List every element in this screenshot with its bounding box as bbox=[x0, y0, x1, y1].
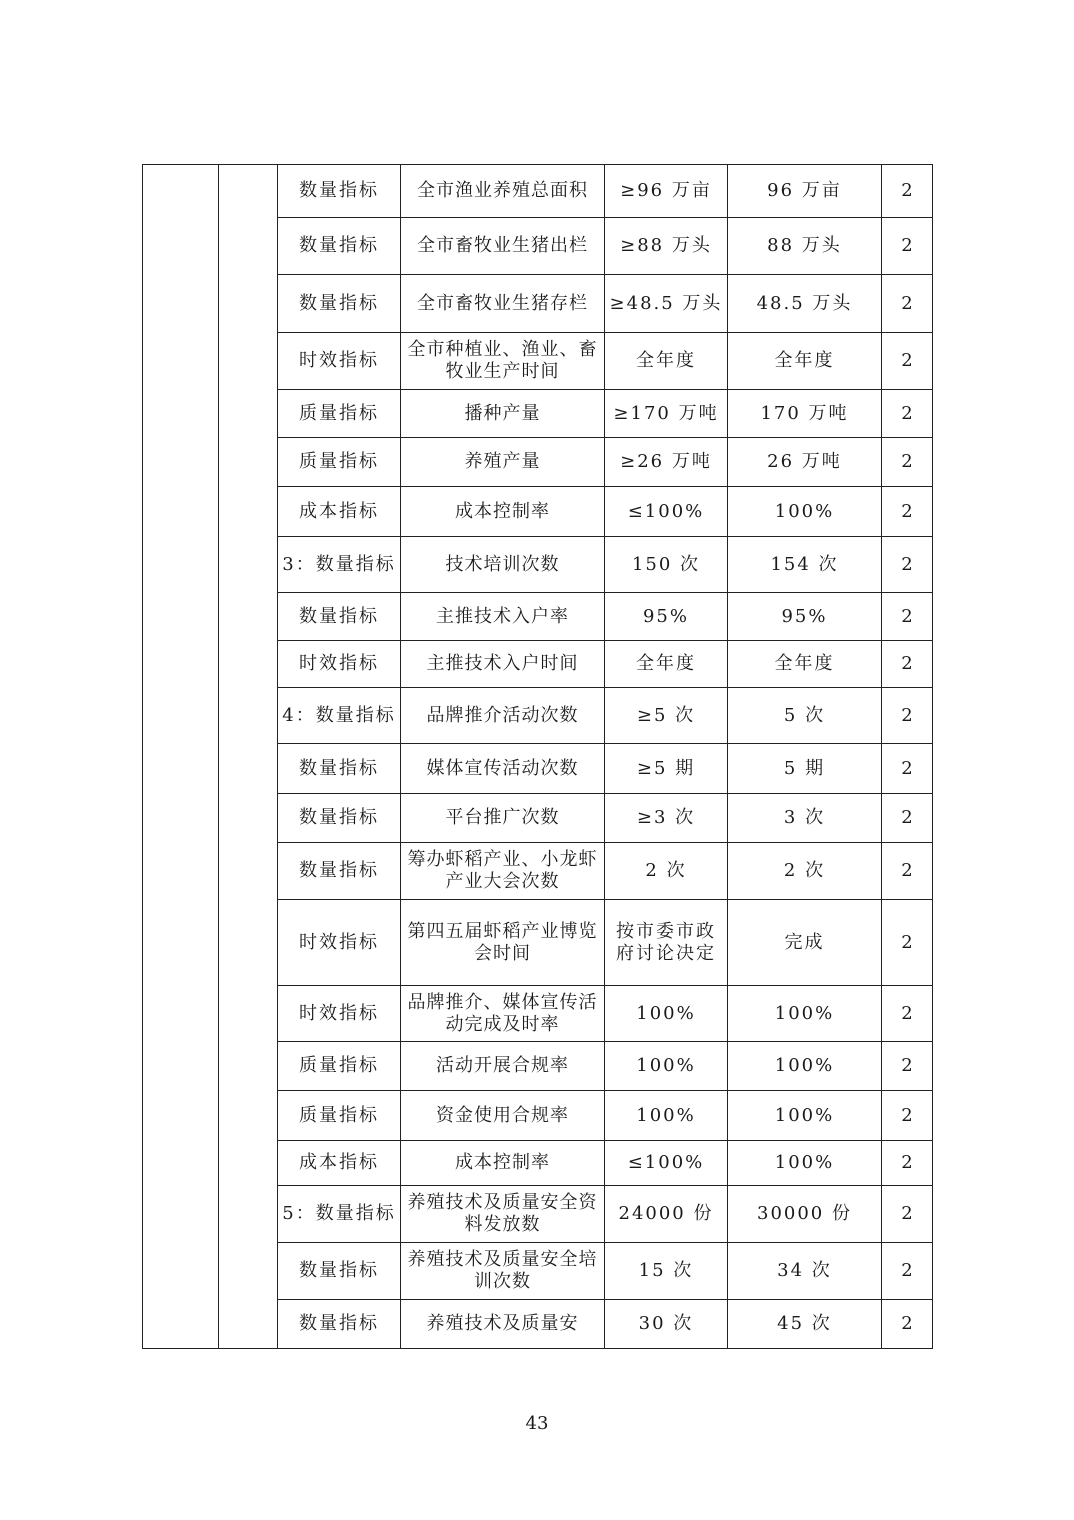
item-cell: 资金使用合规率 bbox=[401, 1091, 605, 1141]
item-cell: 养殖产量 bbox=[401, 438, 605, 487]
category-cell-level1 bbox=[143, 165, 219, 1349]
page-number: 43 bbox=[525, 1413, 549, 1434]
item-cell: 养殖技术及质量安全培训次数 bbox=[401, 1243, 605, 1300]
score-cell: 2 bbox=[882, 744, 933, 794]
indicator-cell: 质量指标 bbox=[278, 1042, 401, 1091]
target-value-cell: 150 次 bbox=[605, 537, 728, 593]
actual-value-cell: 154 次 bbox=[728, 537, 882, 593]
indicator-cell: 数量指标 bbox=[278, 744, 401, 794]
target-value-cell: 全年度 bbox=[605, 641, 728, 688]
target-value-cell: 100% bbox=[605, 986, 728, 1042]
score-cell: 2 bbox=[882, 1300, 933, 1349]
target-value-cell: 95% bbox=[605, 593, 728, 641]
actual-value-cell: 2 次 bbox=[728, 843, 882, 900]
indicator-cell: 数量指标 bbox=[278, 275, 401, 333]
actual-value-cell: 170 万吨 bbox=[728, 390, 882, 438]
score-cell: 2 bbox=[882, 390, 933, 438]
category-cell-level2 bbox=[219, 165, 278, 1349]
target-value-cell: ≥170 万吨 bbox=[605, 390, 728, 438]
item-cell: 媒体宣传活动次数 bbox=[401, 744, 605, 794]
actual-value-cell: 88 万头 bbox=[728, 218, 882, 275]
target-value-cell: ≥5 次 bbox=[605, 688, 728, 744]
target-value-cell: 2 次 bbox=[605, 843, 728, 900]
score-cell: 2 bbox=[882, 438, 933, 487]
indicator-cell: 3：数量指标 bbox=[278, 537, 401, 593]
indicator-cell: 质量指标 bbox=[278, 390, 401, 438]
score-cell: 2 bbox=[882, 333, 933, 390]
actual-value-cell: 26 万吨 bbox=[728, 438, 882, 487]
target-value-cell: ≥5 期 bbox=[605, 744, 728, 794]
actual-value-cell: 全年度 bbox=[728, 641, 882, 688]
score-cell: 2 bbox=[882, 1091, 933, 1141]
item-cell: 全市种植业、渔业、畜牧业生产时间 bbox=[401, 333, 605, 390]
actual-value-cell: 3 次 bbox=[728, 794, 882, 843]
target-value-cell: 15 次 bbox=[605, 1243, 728, 1300]
score-cell: 2 bbox=[882, 275, 933, 333]
actual-value-cell: 100% bbox=[728, 1141, 882, 1186]
item-cell: 平台推广次数 bbox=[401, 794, 605, 843]
indicator-cell: 数量指标 bbox=[278, 1300, 401, 1349]
actual-value-cell: 34 次 bbox=[728, 1243, 882, 1300]
target-value-cell: ≥3 次 bbox=[605, 794, 728, 843]
actual-value-cell: 5 期 bbox=[728, 744, 882, 794]
score-cell: 2 bbox=[882, 1243, 933, 1300]
indicator-cell: 时效指标 bbox=[278, 641, 401, 688]
actual-value-cell: 5 次 bbox=[728, 688, 882, 744]
indicator-cell: 数量指标 bbox=[278, 593, 401, 641]
item-cell: 全市畜牧业生猪出栏 bbox=[401, 218, 605, 275]
score-cell: 2 bbox=[882, 1186, 933, 1243]
indicator-cell: 时效指标 bbox=[278, 333, 401, 390]
item-cell: 成本控制率 bbox=[401, 1141, 605, 1186]
indicator-cell: 数量指标 bbox=[278, 218, 401, 275]
item-cell: 主推技术入户时间 bbox=[401, 641, 605, 688]
target-value-cell: 按市委市政府讨论决定 bbox=[605, 900, 728, 986]
target-value-cell: ≥48.5 万头 bbox=[605, 275, 728, 333]
target-value-cell: ≤100% bbox=[605, 487, 728, 537]
score-cell: 2 bbox=[882, 641, 933, 688]
indicator-cell: 质量指标 bbox=[278, 1091, 401, 1141]
item-cell: 活动开展合规率 bbox=[401, 1042, 605, 1091]
indicator-cell: 时效指标 bbox=[278, 986, 401, 1042]
actual-value-cell: 100% bbox=[728, 986, 882, 1042]
target-value-cell: 100% bbox=[605, 1091, 728, 1141]
item-cell: 技术培训次数 bbox=[401, 537, 605, 593]
target-value-cell: 24000 份 bbox=[605, 1186, 728, 1243]
actual-value-cell: 45 次 bbox=[728, 1300, 882, 1349]
item-cell: 养殖技术及质量安 bbox=[401, 1300, 605, 1349]
score-cell: 2 bbox=[882, 900, 933, 986]
item-cell: 品牌推介活动次数 bbox=[401, 688, 605, 744]
actual-value-cell: 全年度 bbox=[728, 333, 882, 390]
indicator-cell: 时效指标 bbox=[278, 900, 401, 986]
target-value-cell: ≥26 万吨 bbox=[605, 438, 728, 487]
score-cell: 2 bbox=[882, 794, 933, 843]
indicator-cell: 成本指标 bbox=[278, 1141, 401, 1186]
indicator-cell: 数量指标 bbox=[278, 1243, 401, 1300]
item-cell: 第四五届虾稻产业博览会时间 bbox=[401, 900, 605, 986]
score-cell: 2 bbox=[882, 487, 933, 537]
item-cell: 筹办虾稻产业、小龙虾产业大会次数 bbox=[401, 843, 605, 900]
actual-value-cell: 100% bbox=[728, 1091, 882, 1141]
item-cell: 品牌推介、媒体宣传活动完成及时率 bbox=[401, 986, 605, 1042]
item-cell: 主推技术入户率 bbox=[401, 593, 605, 641]
score-cell: 2 bbox=[882, 843, 933, 900]
score-cell: 2 bbox=[882, 688, 933, 744]
indicator-cell: 数量指标 bbox=[278, 794, 401, 843]
indicator-cell: 数量指标 bbox=[278, 843, 401, 900]
item-cell: 养殖技术及质量安全资料发放数 bbox=[401, 1186, 605, 1243]
actual-value-cell: 完成 bbox=[728, 900, 882, 986]
actual-value-cell: 48.5 万头 bbox=[728, 275, 882, 333]
item-cell: 成本控制率 bbox=[401, 487, 605, 537]
score-cell: 2 bbox=[882, 1042, 933, 1091]
target-value-cell: 30 次 bbox=[605, 1300, 728, 1349]
score-cell: 2 bbox=[882, 218, 933, 275]
actual-value-cell: 100% bbox=[728, 487, 882, 537]
target-value-cell: 100% bbox=[605, 1042, 728, 1091]
indicator-cell: 成本指标 bbox=[278, 487, 401, 537]
indicator-cell: 4：数量指标 bbox=[278, 688, 401, 744]
score-cell: 2 bbox=[882, 165, 933, 218]
performance-indicator-table bbox=[142, 164, 933, 1349]
actual-value-cell: 95% bbox=[728, 593, 882, 641]
score-cell: 2 bbox=[882, 537, 933, 593]
table-row bbox=[143, 165, 933, 218]
score-cell: 2 bbox=[882, 593, 933, 641]
target-value-cell: ≥88 万头 bbox=[605, 218, 728, 275]
indicator-cell: 5：数量指标 bbox=[278, 1186, 401, 1243]
target-value-cell: ≤100% bbox=[605, 1141, 728, 1186]
indicator-cell: 数量指标 bbox=[278, 165, 401, 218]
score-cell: 2 bbox=[882, 1141, 933, 1186]
item-cell: 全市畜牧业生猪存栏 bbox=[401, 275, 605, 333]
target-value-cell: 全年度 bbox=[605, 333, 728, 390]
item-cell: 全市渔业养殖总面积 bbox=[401, 165, 605, 218]
actual-value-cell: 100% bbox=[728, 1042, 882, 1091]
target-value-cell: ≥96 万亩 bbox=[605, 165, 728, 218]
indicator-cell: 质量指标 bbox=[278, 438, 401, 487]
actual-value-cell: 96 万亩 bbox=[728, 165, 882, 218]
item-cell: 播种产量 bbox=[401, 390, 605, 438]
actual-value-cell: 30000 份 bbox=[728, 1186, 882, 1243]
score-cell: 2 bbox=[882, 986, 933, 1042]
